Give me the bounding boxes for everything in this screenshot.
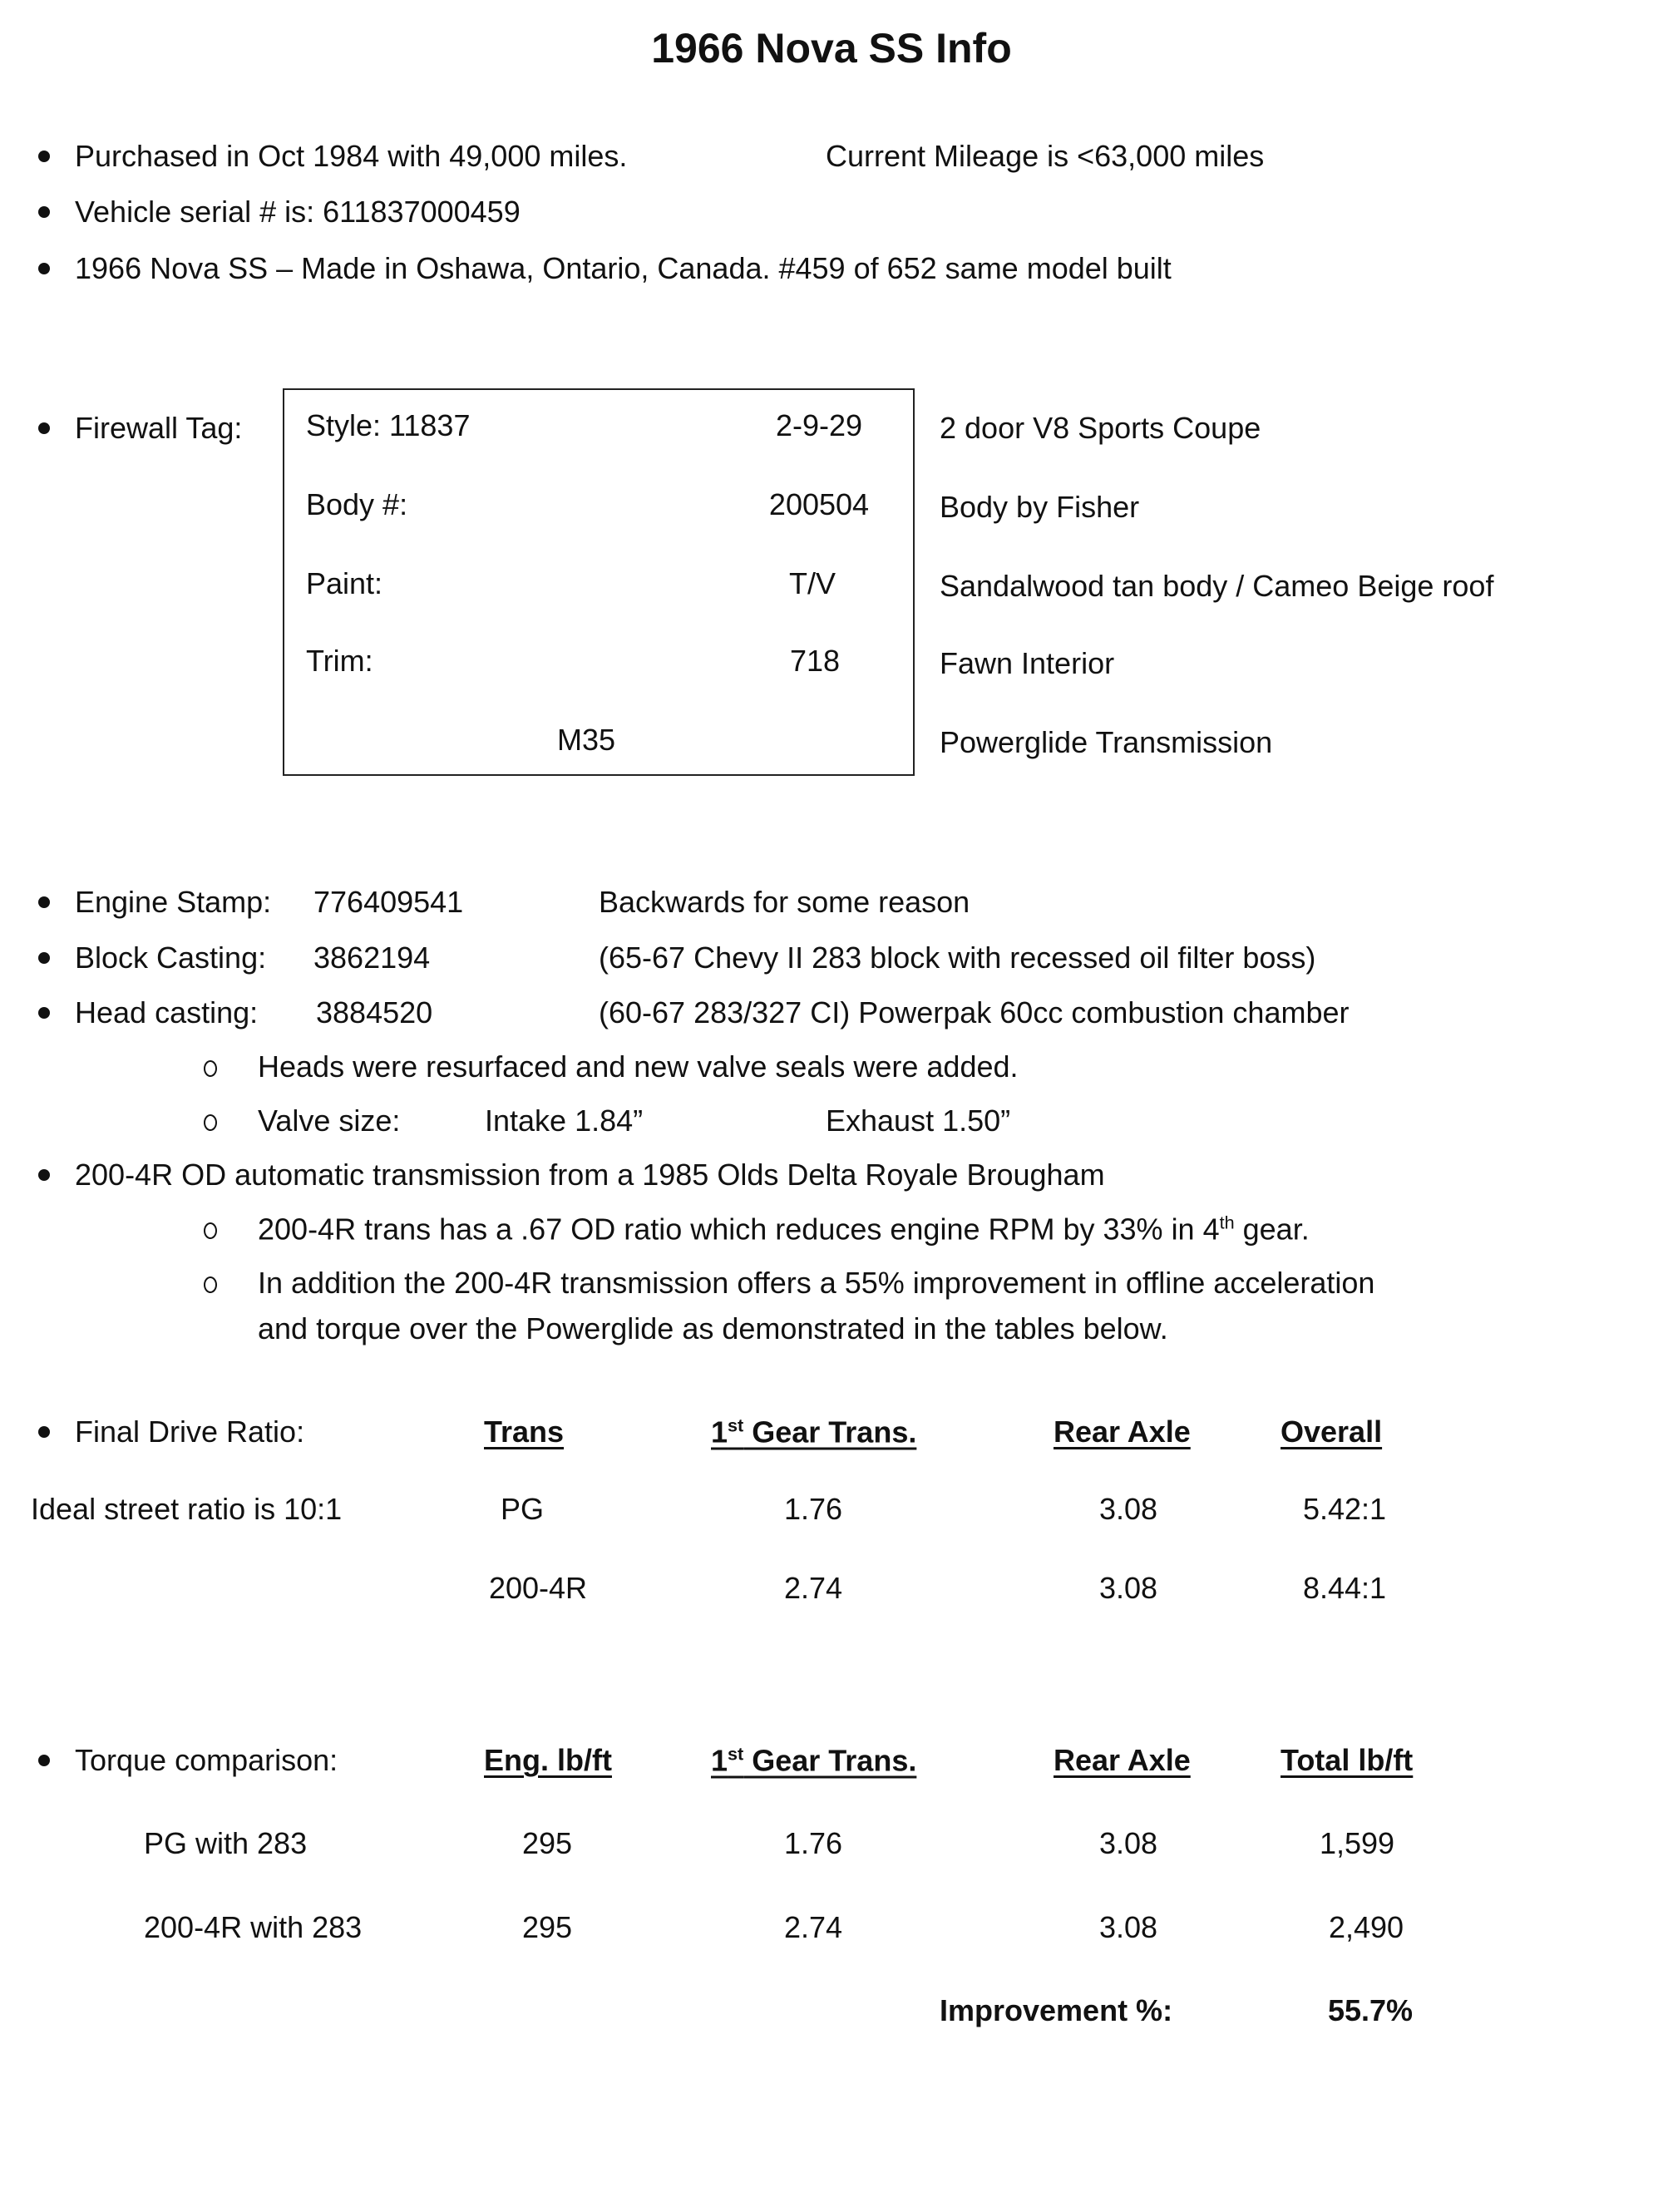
row-name: 200-4R with 283 [144, 1910, 363, 1944]
od-ratio-note [258, 1214, 1310, 1245]
firewall-field: Paint: [306, 566, 383, 600]
firewall-desc: 2 door V8 Sports Coupe [940, 411, 1261, 445]
firewall-field: Body #: [306, 487, 408, 521]
firewall-code: 2-9-29 [775, 408, 863, 442]
cell-eng: 295 [521, 1910, 573, 1944]
header-rear-axle: Rear Axle [1054, 1743, 1191, 1777]
cell-axle: 3.08 [1098, 1571, 1158, 1605]
bullet [38, 1169, 50, 1181]
sub-bullet [204, 1114, 217, 1131]
header-gear-num: 1 [711, 1743, 728, 1778]
header-rear-axle: Rear Axle [1054, 1415, 1191, 1449]
ordinal-suffix: st [728, 1415, 744, 1436]
firewall-code: M35 [556, 723, 616, 757]
header-first-gear [711, 1745, 916, 1776]
od-ratio-text: 200-4R trans has a .67 OD ratio which reduces engine RPM by 33% in 4 [258, 1212, 1220, 1247]
bullet [38, 263, 50, 274]
firewall-label: Firewall Tag: [75, 411, 243, 445]
sub-bullet [204, 1060, 217, 1077]
cell-axle: 3.08 [1098, 1492, 1158, 1526]
improvement-value: 55.7% [1327, 1993, 1414, 2027]
valve-size-label: Valve size: [258, 1104, 401, 1138]
page-title: 1966 Nova SS Info [651, 25, 1012, 72]
current-mileage: Current Mileage is <63,000 miles [826, 139, 1265, 173]
block-casting-note: (65-67 Chevy II 283 block with recessed oil filter boss) [599, 941, 1316, 975]
improvement-note-line2: and torque over the Powerglide as demonstrated in the tables below. [258, 1311, 1168, 1345]
transmission-info: 200-4R OD automatic transmission from a 1985 Olds Delta Royale Brougham [75, 1158, 1105, 1192]
sub-bullet [204, 1276, 217, 1293]
cell-eng: 295 [521, 1826, 573, 1860]
header-total-torque: Total lb/ft [1281, 1743, 1414, 1777]
firewall-field: Style: 11837 [306, 408, 471, 442]
block-casting-label: Block Casting: [75, 941, 267, 975]
header-overall: Overall [1281, 1415, 1383, 1449]
od-ratio-tail: gear. [1234, 1212, 1310, 1247]
made-in: 1966 Nova SS – Made in Oshawa, Ontario, Canada. #459 of 652 same model built [75, 251, 1172, 285]
cell-trans: 200-4R [488, 1571, 588, 1605]
bullet [38, 896, 50, 908]
firewall-desc: Body by Fisher [940, 490, 1140, 524]
firewall-code: T/V [788, 566, 836, 600]
header-gear-text: Gear Trans. [743, 1743, 917, 1778]
firewall-desc: Fawn Interior [940, 646, 1115, 680]
block-casting-value: 3862194 [313, 941, 431, 975]
firewall-code: 200504 [768, 487, 870, 521]
engine-stamp-value: 776409541 [313, 885, 464, 919]
header-eng-torque: Eng. lb/ft [484, 1743, 612, 1777]
improvement-note-line1: In addition the 200-4R transmission offers a 55% improvement in offline acceleration [258, 1266, 1375, 1300]
row-name: PG with 283 [144, 1826, 308, 1860]
head-casting-label: Head casting: [75, 995, 259, 1029]
cell-gear: 1.76 [783, 1492, 843, 1526]
cell-total: 1,599 [1319, 1826, 1395, 1860]
cell-total: 2,490 [1328, 1910, 1404, 1944]
bullet [38, 422, 50, 434]
ordinal-suffix: st [728, 1743, 744, 1765]
bullet [38, 1007, 50, 1019]
engine-stamp-label: Engine Stamp: [75, 885, 272, 919]
ideal-ratio-note: Ideal street ratio is 10:1 [31, 1492, 343, 1526]
head-casting-note: (60-67 283/327 CI) Powerpak 60cc combustion chamber [599, 995, 1350, 1029]
bullet [38, 1426, 50, 1438]
header-gear-text: Gear Trans. [743, 1415, 917, 1449]
bullet [38, 952, 50, 964]
cell-axle: 3.08 [1098, 1826, 1158, 1860]
sub-bullet [204, 1222, 217, 1239]
bullet [38, 151, 50, 162]
head-casting-value: 3884520 [316, 995, 433, 1029]
header-first-gear [711, 1417, 916, 1448]
cell-gear: 2.74 [783, 1571, 843, 1605]
cell-overall: 8.44:1 [1302, 1571, 1387, 1605]
cell-trans: PG [500, 1492, 545, 1526]
cell-overall: 5.42:1 [1302, 1492, 1387, 1526]
firewall-desc: Sandalwood tan body / Cameo Beige roof [940, 569, 1494, 603]
heads-note: Heads were resurfaced and new valve seals were added. [258, 1049, 1019, 1084]
cell-gear: 1.76 [783, 1826, 843, 1860]
firewall-field: Trim: [306, 644, 373, 678]
final-drive-label: Final Drive Ratio: [75, 1415, 305, 1449]
bullet [38, 206, 50, 218]
torque-label: Torque comparison: [75, 1743, 338, 1777]
bullet [38, 1755, 50, 1766]
valve-intake: Intake 1.84” [485, 1104, 644, 1138]
header-trans: Trans [484, 1415, 565, 1449]
firewall-desc: Powerglide Transmission [940, 725, 1273, 759]
ordinal-suffix: th [1219, 1212, 1235, 1233]
cell-axle: 3.08 [1098, 1910, 1158, 1944]
header-gear-num: 1 [711, 1415, 728, 1449]
purchase-info: Purchased in Oct 1984 with 49,000 miles. [75, 139, 628, 173]
serial-number: Vehicle serial # is: 611837000459 [75, 195, 521, 229]
cell-gear: 2.74 [783, 1910, 843, 1944]
improvement-label: Improvement %: [940, 1993, 1173, 2027]
engine-stamp-note: Backwards for some reason [599, 885, 970, 919]
firewall-code: 718 [789, 644, 841, 678]
valve-exhaust: Exhaust 1.50” [826, 1104, 1011, 1138]
